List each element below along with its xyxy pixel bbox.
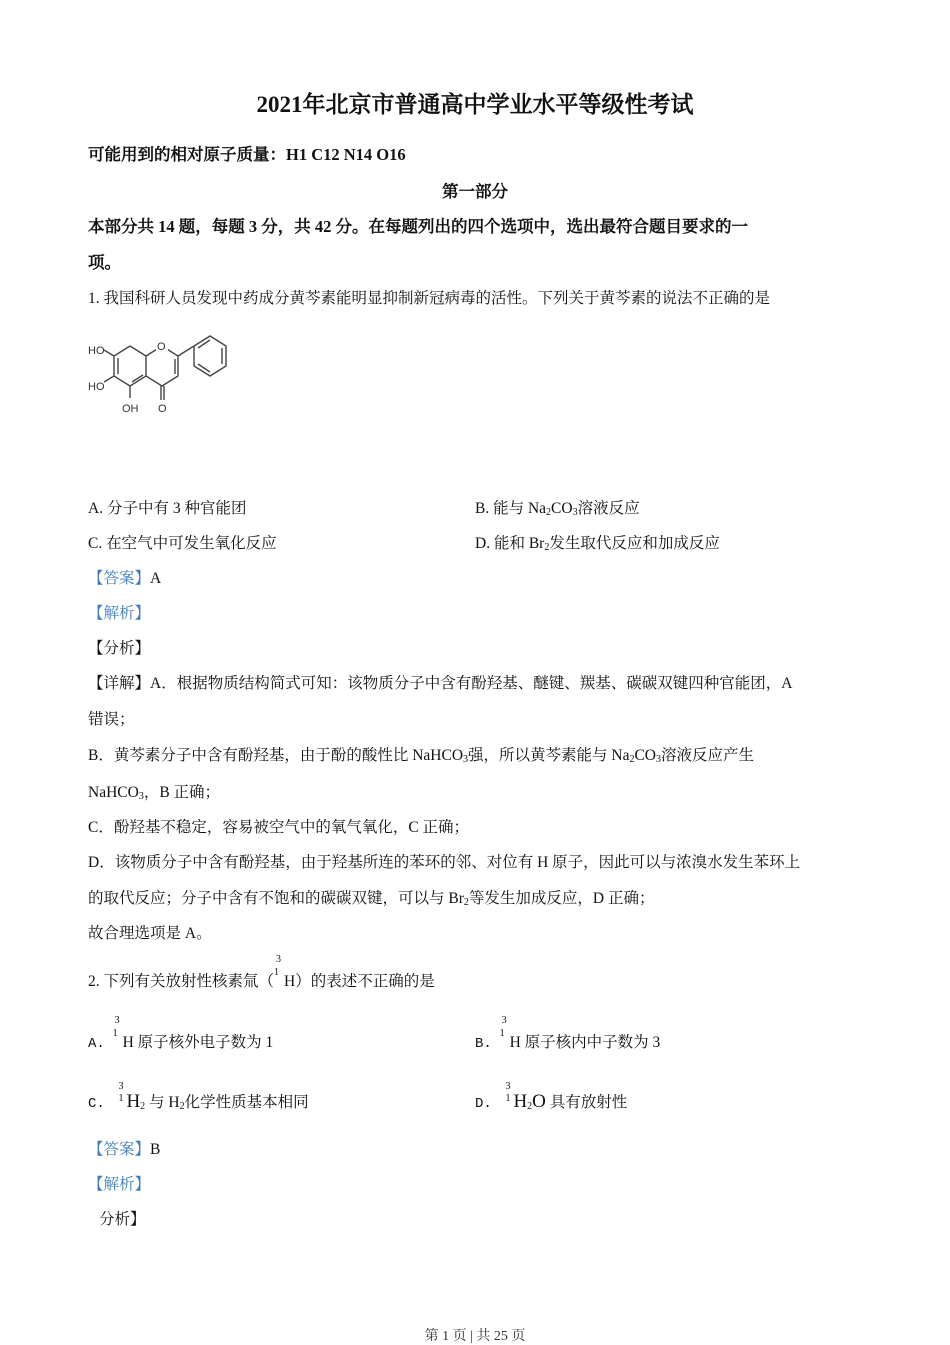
q1-option-c: C. 在空气中可发生氧化反应 [88,535,277,552]
q2-stem: 2. 下列有关放射性核素氚（ 3 1 H）的表述不正确的是 [88,954,435,990]
document-title: 2021年北京市普通高中学业水平等级性考试 [256,92,694,117]
q1-detail-line3: B．黄芩素分子中含有酚羟基，由于酚的酸性比 NaHCO$_3$强，所以黄芩素能与 $Na_2CO_3$溶液反应产生 [88,747,755,765]
q2-answer [88,1137,160,1159]
baicalein-structure-image [88,332,258,424]
tritium-isotope-notation: 3 1 [274,954,282,978]
answer-value: A [150,570,162,587]
q1-detail-line8: 故合理选项是 A。 [88,925,212,942]
q2-fenxi-partial: 分析】 [99,1211,146,1228]
svg-text:O: O [157,341,166,353]
q1-fenxi-label: 【分析】 [88,640,151,657]
q2-analysis-label: 【解析】 [88,1176,151,1193]
svg-text:O: O [158,403,167,415]
chemical-structure-icon [88,332,258,424]
svg-text:OH: OH [122,403,139,415]
section-intro-line2: 项。 [88,253,121,272]
q1-detail-line7: 的取代反应；分子中含有不饱和的碳碳双键，可以与 $Br_2$等发生加成反应，D 正确； [88,890,655,908]
answer-value: B [150,1141,161,1158]
page-footer: 第 1 页 | 共 25 页 [424,1329,526,1344]
section-intro-line1: 本部分共 14 题，每题 3 分，共 42 分。在每题列出的四个选项中，选出最符合题目要求的一 [88,217,748,236]
q1-option-a: A. 分子中有 3 种官能团 [88,500,247,517]
q1-detail-line2: 错误； [88,711,135,728]
q2-option-a: A. 3 1 H 原子核外电子数为 1 [88,1015,274,1052]
q1-detail-line6: D．该物质分子中含有酚羟基，由于羟基所连的苯环的邻、对位有 H 原子，因此可以与浓溴水发生苯环上 [88,854,801,871]
q1-detail-line5: C．酚羟基不稳定，容易被空气中的氧气氧化，C 正确； [88,819,470,836]
svg-text:HO: HO [88,381,105,393]
q2-option-d: D. 3 1 $H_2O$ 具有放射性 [475,1081,628,1112]
q1-analysis-label: 【解析】 [88,605,151,622]
q1-answer [88,566,161,588]
section-title: 第一部分 [442,182,508,201]
q1-stem: 1. 我国科研人员发现中药成分黄芩素能明显抑制新冠病毒的活性。下列关于黄芩素的说法不正确的是 [88,290,771,307]
q1-option-d: D. 能和 $Br_2$发生取代反应和加成反应 [475,535,720,553]
answer-label: 【答案】 [88,570,151,587]
atomic-masses: 可能用到的相对原子质量：H1 C12 N14 O16 [88,145,406,164]
svg-text:HO: HO [88,345,105,357]
q2-option-b: B. 3 1 H 原子核内中子数为 3 [475,1015,661,1052]
q1-detail-line4: NaHCO$_3$，B 正确； [88,784,221,802]
answer-label: 【答案】 [88,1141,151,1158]
q1-detail-line1: 【详解】A．根据物质结构简式可知：该物质分子中含有酚羟基、醚键、羰基、碳碳双键四种官能团，A [88,675,793,692]
q1-option-b: B. 能与 $Na_2CO_3$溶液反应 [475,500,640,518]
q2-option-c: C. 3 1 $H_2$ 与 $H_2$化学性质基本相同 [88,1081,309,1112]
